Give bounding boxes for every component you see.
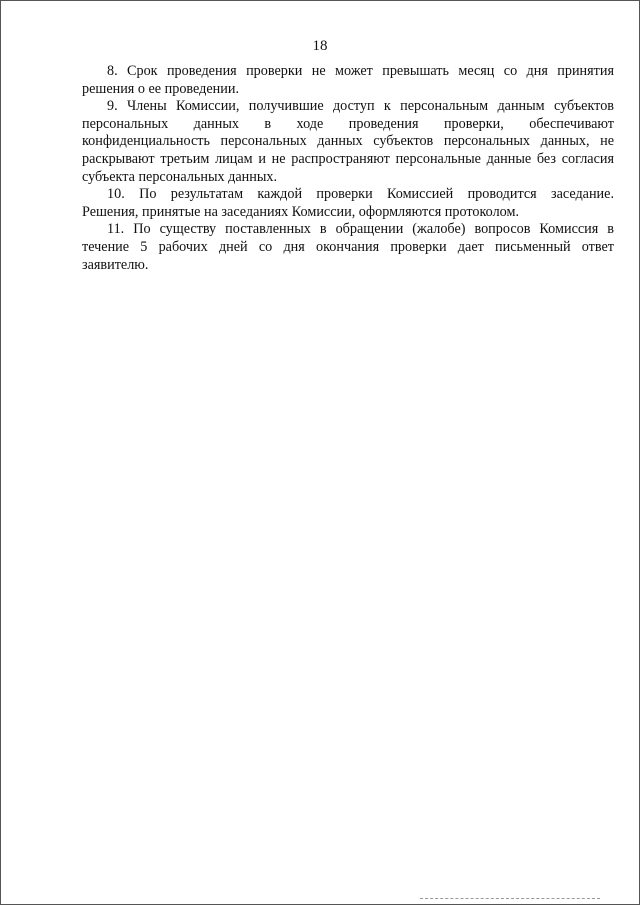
text-line: 9. Члены Комиссии, получившие доступ к персональным данным субъектов bbox=[107, 98, 614, 115]
text-line: течение 5 рабочих дней со дня окончания проверки дает письменный ответ bbox=[82, 238, 614, 255]
paragraph-11 bbox=[82, 221, 614, 274]
text-line: Решения, принятые на заседаниях Комиссии, оформляются протоколом. bbox=[82, 203, 520, 220]
document-body bbox=[82, 63, 614, 274]
text-line: решения о ее проведении. bbox=[82, 80, 239, 97]
text-line: 10. По результатам каждой проверки Комиссией проводится заседание. bbox=[107, 186, 614, 203]
text-line: заявителю. bbox=[82, 256, 149, 273]
text-line: конфиденциальность персональных данных субъектов персональных данных, не bbox=[82, 133, 614, 150]
paragraph-10 bbox=[82, 186, 614, 221]
text-line: субъекта персональных данных. bbox=[82, 168, 278, 185]
page-number: 18 bbox=[312, 38, 328, 54]
text-line: персональных данных в ходе проведения проверки, обеспечивают bbox=[82, 115, 614, 132]
paragraph-9 bbox=[82, 98, 614, 186]
text-line: раскрывают третьим лицам и не распространяют персональные данные без согласия bbox=[82, 150, 614, 167]
text-line: 8. Срок проведения проверки не может превышать месяц со дня принятия bbox=[107, 63, 614, 79]
footer-mark bbox=[420, 898, 600, 899]
text-line: 11. По существу поставленных в обращении (жалобе) вопросов Комиссия в bbox=[107, 221, 614, 238]
paragraph-8 bbox=[82, 63, 614, 98]
